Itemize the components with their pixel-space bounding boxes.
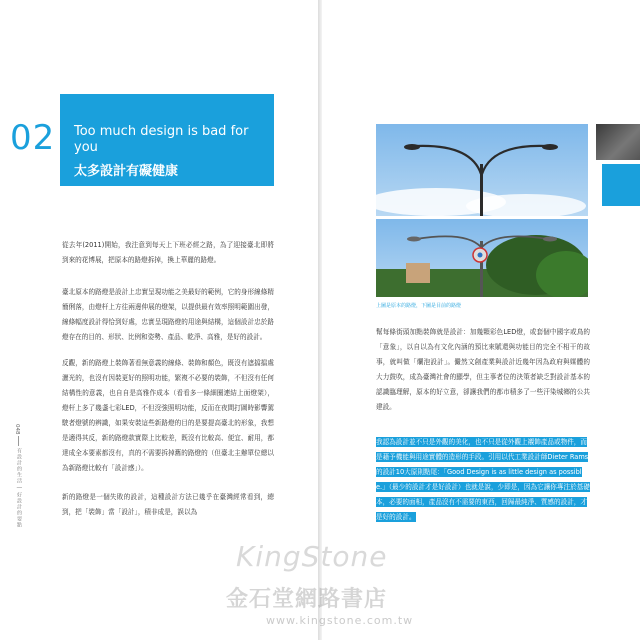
paragraph: 從去年(2011)開始，我注意到每天上下班必經之路，為了迎接臺北即將到來的花博展，把原本的路燈拆掉，換上華麗的路燈。 bbox=[62, 241, 274, 264]
watermark-brand: KingStone bbox=[236, 540, 388, 573]
next-page-accent-block bbox=[602, 164, 640, 206]
divider bbox=[18, 436, 19, 446]
watermark-subtitle: 金石堂網路書店 bbox=[226, 586, 388, 612]
side-section-label: 有設計的生活 | 好設計的要點 bbox=[16, 448, 22, 528]
title-english: Too much design is bad for you bbox=[74, 124, 249, 155]
new-streetlight-photo bbox=[376, 219, 588, 297]
paragraph: 反觀，新的路燈上裝飾著看無意義的線條、裝飾和顏色，既沒有遮擋擋處灑光的，也沒有因裝更好的照明功能，繁複不必要的裝飾，不但沒有任何結構性的意義，也自自是高雅作成本（看看多一條細圈連結上面燈架），燈杆上多了幾盞七彩LED，不但沒強照明功能，反而在夜間打圖時影響駕駛者燈號的辨識，如果安裝這些新路燈的目的是要提高臺北的形象，我想是適得其反，新的路燈款實際上比較差，既沒有比較高、便宜、耐用，都達成全本要素都沒有，真的不需要拆掉舊的路燈的（但臺北主辦單位總以為新路燈比較有「設計感」）。 bbox=[62, 359, 274, 472]
watermark-url: www.kingstone.com.tw bbox=[266, 614, 414, 627]
title-box bbox=[60, 94, 274, 186]
highlight-text: 我認為設計並不只是外觀的美化，也不只是從外觀上襯飾產品或物件，而是藉予機能與用途實體的造形的手段。引用以代工業設計師Dieter Rams的設計10大原則點尾：「Good Design is as little design as possible.」（最少的設計才是好設計）也就是說，少即是，因為它讓你專注於基礎本，必要的面相，產品沒有不需要的東西，回歸最純淨、質感的設計，才是好的設計。 bbox=[376, 438, 590, 521]
paragraph: 新的路燈是一個失敗的設計，這種設計方法已幾乎在臺灣經常看到，總到，把「裝飾」當「設計」，積非成是，誤以為 bbox=[62, 493, 274, 516]
highlighted-quote bbox=[376, 435, 590, 525]
chapter-number: 02 bbox=[10, 118, 56, 158]
page-number: 048 bbox=[14, 424, 20, 435]
paragraph: 臺北原本的路燈是設計上忠實呈現功能之美最好的範例，它的身形線條精簡俐落，由燈杆上方往兩邊伸展的燈架，以提供最有效率照明範圍出發，線條幅度設計得恰到好處，忠實呈現路燈的用途與結構，這個設計忠於路燈存在的目的、形狀、比例和姿勢、產品、乾淨、高雅，是好的設計。 bbox=[62, 288, 274, 341]
photo-caption: 上圖是原本的路燈，下圖是目前的路燈 bbox=[376, 303, 462, 309]
paragraph: 幫每條街頭加點裝飾就是設計：加幾顆彩色LED燈，或套個中國字或鳥的「意象」，以自以為有文化內涵的預比來賦還與功能目的完全不相干的故事，就叫做「爛泡設計」。儼然文創產業與設計近幾年因為政府與媒體的大力鼓吹，成為臺灣社會的顯學，但主事者位的決策者缺乏對設計基本的認識臨理解，原本的好立意，卻讓我們的都市積多了一些汗染城鄉的公共建設。 bbox=[376, 328, 590, 411]
old-streetlight-photo bbox=[376, 124, 588, 216]
title-chinese: 太多設計有礙健康 bbox=[74, 164, 179, 179]
next-page-photo-edge bbox=[596, 124, 640, 160]
